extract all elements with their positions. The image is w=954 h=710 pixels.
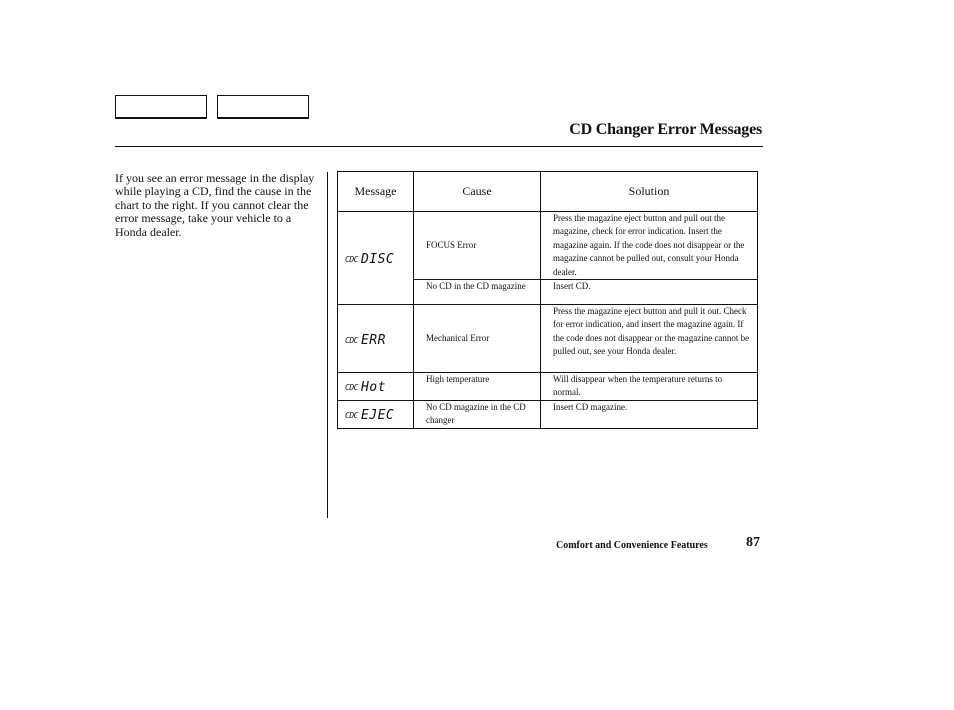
lcd-display-err <box>345 333 386 348</box>
message-cell <box>338 212 414 305</box>
cause-cell: Mechanical Error <box>414 305 541 373</box>
column-divider <box>327 172 328 518</box>
cause-cell: No CD magazine in the CD changer <box>414 400 541 428</box>
message-cell <box>338 305 414 373</box>
nav-tab-box-right <box>217 95 309 119</box>
header-message: Message <box>338 172 414 212</box>
header-solution: Solution <box>541 172 758 212</box>
table-row <box>338 400 758 428</box>
lcd-code: Hot <box>360 380 386 396</box>
table-row <box>338 212 758 280</box>
solution-cell: Insert CD magazine. <box>541 400 758 428</box>
message-cell <box>338 400 414 428</box>
table-row <box>338 305 758 373</box>
lcd-prefix: CDC <box>345 255 358 265</box>
cause-cell: FOCUS Error <box>414 212 541 280</box>
solution-cell: Insert CD. <box>541 280 758 305</box>
message-cell <box>338 373 414 401</box>
lcd-prefix: CDC <box>345 411 358 421</box>
table-header-row <box>338 172 758 212</box>
cause-cell: No CD in the CD magazine <box>414 280 541 305</box>
solution-cell: Will disappear when the temperature returns to normal. <box>541 373 758 401</box>
solution-cell: Press the magazine eject button and pull it out. Check for error indication, and insert the magazine again. If the code does not disappear or the magazine cannot be pulled out, see your Honda dealer. <box>541 305 758 373</box>
nav-tab-box-left <box>115 95 207 119</box>
page-number: 87 <box>746 535 760 550</box>
lcd-code: DISC <box>360 252 395 268</box>
error-message-table <box>337 171 758 429</box>
lcd-code: ERR <box>360 332 386 348</box>
lcd-display-hot <box>345 380 386 395</box>
title-rule <box>115 146 763 147</box>
intro-paragraph: If you see an error message in the display while playing a CD, find the cause in the chart to the right. If you cannot clear the error message, take your vehicle to a Honda dealer. <box>115 171 315 239</box>
footer-section-label: Comfort and Convenience Features <box>556 540 708 551</box>
lcd-display-ejec <box>345 408 394 423</box>
header-cause: Cause <box>414 172 541 212</box>
solution-cell: Press the magazine eject button and pull out the magazine, check for error indication. Insert the magazine again. If the code does not disappear or the magazine cannot be pulled out, consult your Honda dealer. <box>541 212 758 280</box>
cause-cell: High temperature <box>414 373 541 401</box>
table-row <box>338 373 758 401</box>
lcd-code: EJEC <box>360 408 395 424</box>
lcd-prefix: CDC <box>345 383 358 393</box>
page-title: CD Changer Error Messages <box>569 121 762 138</box>
lcd-prefix: CDC <box>345 335 358 345</box>
lcd-display-disc <box>345 252 394 267</box>
